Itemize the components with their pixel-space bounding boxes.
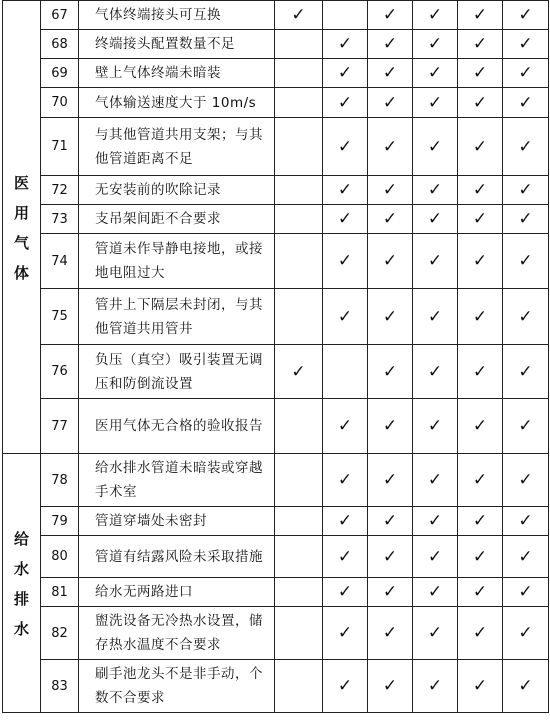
check-mark-icon: ✓ [472,582,488,602]
check-mark-icon: ✓ [337,180,353,200]
check-cell-4 [413,578,458,607]
item-number: 79 [41,507,79,536]
check-mark-icon: ✓ [337,582,353,602]
check-cell-3 [368,30,413,59]
item-number: 76 [41,345,79,399]
check-mark-icon: ✓ [518,209,533,229]
check-mark-icon: ✓ [337,92,353,113]
check-cell-6 [503,454,549,507]
check-cell-5 [458,205,503,234]
category-char: 用 [13,204,29,222]
check-cell-5 [458,454,503,507]
check-cell-2 [323,1,368,30]
check-mark-icon: ✓ [427,34,443,54]
item-description: 气体终端接头可互换 [79,1,275,30]
check-cell-6 [503,536,549,578]
check-mark-icon: ✓ [518,5,533,25]
item-description: 医用气体无合格的验收报告 [79,399,275,454]
check-cell-2 [323,660,368,713]
table-body [3,1,549,713]
check-mark-icon: ✓ [518,180,533,200]
check-mark-icon: ✓ [472,676,488,696]
check-cell-1 [275,30,323,59]
inspection-table [2,0,549,713]
item-description: 气体输送速度大于 10m/s [79,88,275,118]
check-mark-icon: ✓ [337,470,353,490]
check-mark-icon: ✓ [427,251,443,271]
category-char: 给 [13,530,29,548]
check-cell-4 [413,59,458,88]
item-description: 管道未作导静电接地，或接地电阻过大 [79,234,275,289]
check-cell-4 [413,345,458,399]
check-cell-3 [368,536,413,578]
check-cell-2 [323,88,368,118]
check-cell-2 [323,59,368,88]
category-char: 排 [13,590,29,608]
item-number: 77 [41,399,79,454]
check-cell-2 [323,289,368,345]
check-cell-4 [413,234,458,289]
check-mark-icon: ✓ [472,546,488,567]
check-cell-6 [503,399,549,454]
item-number: 72 [41,176,79,205]
check-mark-icon: ✓ [337,251,353,271]
check-mark-icon: ✓ [382,361,398,382]
check-mark-icon: ✓ [518,511,533,531]
check-mark-icon: ✓ [382,63,398,83]
check-cell-5 [458,289,503,345]
check-cell-5 [458,234,503,289]
item-description: 给水排水管道未暗装或穿越手术室 [79,454,275,507]
check-mark-icon: ✓ [427,306,443,327]
check-mark-icon: ✓ [382,251,398,271]
check-cell-2 [323,507,368,536]
check-cell-3 [368,660,413,713]
item-description: 壁上气体终端未暗装 [79,59,275,88]
check-cell-3 [368,607,413,660]
check-cell-2 [323,454,368,507]
check-cell-1 [275,118,323,176]
check-cell-5 [458,578,503,607]
item-number: 80 [41,536,79,578]
item-number: 74 [41,234,79,289]
table-row [3,507,549,536]
check-cell-1 [275,176,323,205]
check-cell-4 [413,399,458,454]
check-cell-1 [275,1,323,30]
item-description: 管道有结露风险未采取措施 [79,536,275,578]
table-row [3,454,549,507]
table-row [3,536,549,578]
check-cell-4 [413,536,458,578]
check-cell-5 [458,30,503,59]
item-description: 管道穿墙处未密封 [79,507,275,536]
check-mark-icon: ✓ [427,511,443,531]
check-cell-3 [368,578,413,607]
check-mark-icon: ✓ [472,251,488,271]
check-mark-icon: ✓ [518,676,533,696]
check-cell-6 [503,578,549,607]
check-mark-icon: ✓ [472,180,488,200]
check-cell-4 [413,30,458,59]
check-mark-icon: ✓ [518,416,533,436]
item-number: 69 [41,59,79,88]
check-mark-icon: ✓ [382,623,398,643]
table-row [3,578,549,607]
check-cell-6 [503,59,549,88]
check-mark-icon: ✓ [427,676,443,696]
category-char: 医 [13,174,29,192]
check-mark-icon: ✓ [382,209,398,229]
check-mark-icon: ✓ [472,92,488,113]
item-number: 67 [41,1,79,30]
check-cell-2 [323,578,368,607]
check-mark-icon: ✓ [427,361,443,382]
table-row [3,205,549,234]
check-mark-icon: ✓ [382,511,398,531]
check-cell-6 [503,1,549,30]
check-mark-icon: ✓ [337,306,353,327]
check-cell-2 [323,205,368,234]
check-mark-icon: ✓ [382,470,398,490]
table-row [3,345,549,399]
check-mark-icon: ✓ [472,306,488,327]
check-cell-1 [275,345,323,399]
check-cell-3 [368,1,413,30]
check-mark-icon: ✓ [518,470,533,490]
check-cell-2 [323,345,368,399]
item-number: 73 [41,205,79,234]
check-mark-icon: ✓ [518,582,533,602]
check-mark-icon: ✓ [382,676,398,696]
check-mark-icon: ✓ [337,209,353,229]
check-cell-1 [275,205,323,234]
check-mark-icon: ✓ [427,63,443,83]
check-mark-icon: ✓ [427,546,443,567]
check-cell-2 [323,607,368,660]
item-description: 支吊架间距不合要求 [79,205,275,234]
check-mark-icon: ✓ [382,5,398,25]
check-cell-6 [503,118,549,176]
category-char: 气 [13,234,29,252]
table-row [3,234,549,289]
check-mark-icon: ✓ [472,34,488,54]
check-mark-icon: ✓ [382,582,398,602]
check-mark-icon: ✓ [382,34,398,54]
check-mark-icon: ✓ [518,361,533,382]
check-cell-4 [413,660,458,713]
check-cell-5 [458,660,503,713]
check-cell-1 [275,88,323,118]
check-cell-4 [413,454,458,507]
table-row [3,59,549,88]
item-description: 负压（真空）吸引装置无调压和防倒流设置 [79,345,275,399]
check-mark-icon: ✓ [472,209,488,229]
table-row [3,30,549,59]
check-cell-6 [503,660,549,713]
check-cell-3 [368,289,413,345]
check-mark-icon: ✓ [382,546,398,567]
check-mark-icon: ✓ [337,546,353,567]
table-row [3,607,549,660]
check-mark-icon: ✓ [518,546,533,567]
check-mark-icon: ✓ [518,92,533,113]
check-cell-5 [458,536,503,578]
check-mark-icon: ✓ [337,63,353,83]
check-cell-2 [323,176,368,205]
check-mark-icon: ✓ [337,511,353,531]
check-mark-icon: ✓ [518,251,533,271]
check-mark-icon: ✓ [472,136,488,157]
check-cell-5 [458,59,503,88]
check-cell-5 [458,607,503,660]
check-mark-icon: ✓ [337,136,353,157]
check-mark-icon: ✓ [382,306,398,327]
check-cell-1 [275,578,323,607]
check-cell-1 [275,536,323,578]
check-cell-2 [323,30,368,59]
check-mark-icon: ✓ [518,306,533,327]
check-cell-1 [275,507,323,536]
check-cell-4 [413,176,458,205]
check-mark-icon: ✓ [291,5,306,25]
check-mark-icon: ✓ [382,416,398,436]
check-cell-1 [275,607,323,660]
check-mark-icon: ✓ [427,136,443,157]
check-mark-icon: ✓ [427,582,443,602]
check-cell-6 [503,607,549,660]
check-cell-3 [368,345,413,399]
item-description: 盥洗设备无冷热水设置，储存热水温度不合要求 [79,607,275,660]
check-mark-icon: ✓ [427,180,443,200]
check-mark-icon: ✓ [382,92,398,113]
check-cell-5 [458,399,503,454]
check-mark-icon: ✓ [472,511,488,531]
check-cell-3 [368,176,413,205]
check-cell-4 [413,289,458,345]
check-mark-icon: ✓ [427,92,443,113]
check-cell-5 [458,88,503,118]
check-cell-4 [413,205,458,234]
check-mark-icon: ✓ [291,361,306,382]
check-cell-3 [368,59,413,88]
check-cell-3 [368,234,413,289]
check-cell-6 [503,289,549,345]
check-cell-3 [368,88,413,118]
check-mark-icon: ✓ [472,623,488,643]
category-cell-medical-gas [3,1,41,454]
item-number: 71 [41,118,79,176]
check-mark-icon: ✓ [472,361,488,382]
table-row [3,176,549,205]
check-cell-4 [413,88,458,118]
check-cell-6 [503,345,549,399]
check-mark-icon: ✓ [427,470,443,490]
check-mark-icon: ✓ [427,623,443,643]
check-cell-1 [275,234,323,289]
check-cell-4 [413,1,458,30]
check-cell-3 [368,205,413,234]
check-cell-6 [503,176,549,205]
table-row [3,1,549,30]
check-cell-5 [458,345,503,399]
check-mark-icon: ✓ [337,34,353,54]
item-description: 终端接头配置数量不足 [79,30,275,59]
item-number: 83 [41,660,79,713]
category-char: 水 [13,560,29,578]
check-cell-6 [503,234,549,289]
check-mark-icon: ✓ [472,470,488,490]
check-cell-5 [458,176,503,205]
check-cell-3 [368,118,413,176]
check-mark-icon: ✓ [518,136,533,157]
category-char: 体 [13,264,29,282]
check-cell-5 [458,118,503,176]
check-cell-2 [323,536,368,578]
check-cell-2 [323,399,368,454]
item-number: 81 [41,578,79,607]
check-cell-1 [275,289,323,345]
item-number: 70 [41,88,79,118]
check-mark-icon: ✓ [472,416,488,436]
check-cell-5 [458,1,503,30]
check-mark-icon: ✓ [518,63,533,83]
check-mark-icon: ✓ [337,623,353,643]
check-cell-5 [458,507,503,536]
item-number: 68 [41,30,79,59]
check-cell-1 [275,454,323,507]
category-cell-water [3,454,41,713]
check-mark-icon: ✓ [427,209,443,229]
check-cell-1 [275,399,323,454]
table-row [3,289,549,345]
check-cell-4 [413,507,458,536]
item-number: 82 [41,607,79,660]
item-number: 75 [41,289,79,345]
table-row [3,88,549,118]
check-cell-2 [323,234,368,289]
check-cell-2 [323,118,368,176]
check-cell-1 [275,660,323,713]
check-cell-3 [368,454,413,507]
check-cell-4 [413,607,458,660]
check-mark-icon: ✓ [427,5,443,25]
check-cell-3 [368,399,413,454]
check-cell-6 [503,88,549,118]
table-row [3,660,549,713]
item-description: 刷手池龙头不是非手动，个数不合要求 [79,660,275,713]
item-number: 78 [41,454,79,507]
check-mark-icon: ✓ [518,623,533,643]
check-cell-3 [368,507,413,536]
check-cell-6 [503,507,549,536]
check-cell-4 [413,118,458,176]
table-row [3,118,549,176]
check-mark-icon: ✓ [472,5,488,25]
item-description: 与其他管道共用支架；与其他管道距离不足 [79,118,275,176]
table-row [3,399,549,454]
check-mark-icon: ✓ [337,416,353,436]
item-description: 给水无两路进口 [79,578,275,607]
check-mark-icon: ✓ [382,136,398,157]
check-cell-6 [503,205,549,234]
category-char: 水 [13,620,29,638]
check-mark-icon: ✓ [382,180,398,200]
check-cell-6 [503,30,549,59]
check-cell-1 [275,59,323,88]
check-mark-icon: ✓ [472,63,488,83]
check-mark-icon: ✓ [427,416,443,436]
item-description: 管井上下隔层未封闭，与其他管道共用管井 [79,289,275,345]
check-mark-icon: ✓ [518,34,533,54]
item-description: 无安装前的吹除记录 [79,176,275,205]
check-mark-icon: ✓ [337,676,353,696]
